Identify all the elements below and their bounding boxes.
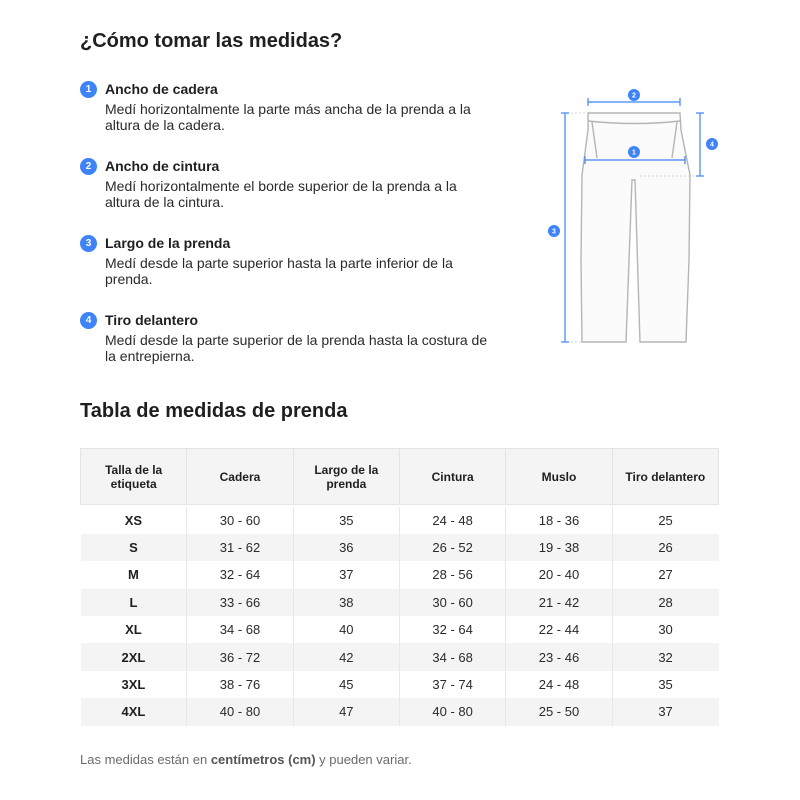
column-header: Largo de la prenda [293,449,399,505]
column-header: Cadera [187,449,293,505]
step-title: Ancho de cadera [105,81,218,97]
size-label-cell: S [81,534,187,561]
page-title: ¿Cómo tomar las medidas? [80,30,343,52]
measurement-cell: 26 [612,534,718,561]
table-header-row [81,449,719,505]
marker-3-label: 3 [552,228,556,236]
measurement-cell: 40 [293,616,399,643]
step-hip-width [80,80,490,157]
measurement-cell: 20 - 40 [506,561,612,588]
measurement-cell: 32 - 64 [399,616,505,643]
size-label-cell: L [81,589,187,616]
footnote-suffix: y pueden variar. [315,752,412,767]
measurement-cell: 33 - 66 [187,589,293,616]
column-header: Talla de la etiqueta [81,449,187,505]
step-waist-width [80,157,490,234]
table-row [81,561,719,588]
footnote-prefix: Las medidas están en [80,752,211,767]
measurement-cell: 28 - 56 [399,561,505,588]
measurement-cell: 23 - 46 [506,643,612,670]
measurement-cell: 38 [293,589,399,616]
measurement-cell: 18 - 36 [506,507,612,534]
measurement-cell: 24 - 48 [399,507,505,534]
measurement-cell: 40 - 80 [187,698,293,725]
size-label-cell: 2XL [81,643,187,670]
measurement-cell: 21 - 42 [506,589,612,616]
measurement-cell: 30 - 60 [399,589,505,616]
marker-1-label: 1 [632,149,636,157]
size-label-cell: XS [81,507,187,534]
size-label-cell: 4XL [81,698,187,725]
measurement-cell: 31 - 62 [187,534,293,561]
step-description: Medí desde la parte superior de la prenda hasta la costura de la entrepierna. [105,332,488,364]
table-row [81,534,719,561]
column-header: Muslo [506,449,612,505]
measurement-cell: 37 - 74 [399,671,505,698]
footnote [80,752,412,767]
measurement-cell: 32 - 64 [187,561,293,588]
marker-2-label: 2 [632,92,636,100]
measurement-cell: 45 [293,671,399,698]
step-number-badge: 1 [80,81,97,98]
step-description: Medí horizontalmente el borde superior de la prenda a la altura de la cintura. [105,178,457,210]
length-measure-line [561,113,569,342]
column-header: Tiro delantero [612,449,718,505]
step-description: Medí desde la parte superior hasta la parte inferior de la prenda. [105,255,453,287]
measurement-cell: 28 [612,589,718,616]
pants-measurement-diagram [540,80,730,360]
size-label-cell: M [81,561,187,588]
table-row [81,671,719,698]
size-chart-table [80,448,719,726]
measurement-cell: 30 [612,616,718,643]
measurement-cell: 42 [293,643,399,670]
table-title: Tabla de medidas de prenda [80,400,348,422]
measurement-cell: 35 [612,671,718,698]
footnote-unit: centímetros (cm) [210,752,316,767]
measurement-cell: 40 - 80 [399,698,505,725]
table-row [81,507,719,534]
measurement-cell: 25 [612,507,718,534]
step-title: Tiro delantero [105,312,199,328]
measurement-cell: 34 - 68 [187,616,293,643]
pants-illustration [540,80,730,360]
step-front-rise [80,311,490,388]
size-label-cell: XL [81,616,187,643]
measurement-cell: 25 - 50 [506,698,612,725]
measurement-cell: 37 [612,698,718,725]
measurement-cell: 24 - 48 [506,671,612,698]
table-row [81,616,719,643]
step-number-badge: 4 [80,312,97,329]
table-row [81,589,719,616]
table-row [81,643,719,670]
measurement-cell: 19 - 38 [506,534,612,561]
table-row [81,698,719,725]
step-title: Ancho de cintura [105,158,220,174]
measurement-cell: 32 [612,643,718,670]
column-header: Cintura [399,449,505,505]
measurement-cell: 35 [293,507,399,534]
marker-4-label: 4 [710,141,714,149]
step-number-badge: 2 [80,158,97,175]
measurement-cell: 26 - 52 [399,534,505,561]
size-label-cell: 3XL [81,671,187,698]
measurement-cell: 27 [612,561,718,588]
step-number-badge: 3 [80,235,97,252]
step-title: Largo de la prenda [105,235,231,251]
measurement-cell: 38 - 76 [187,671,293,698]
measurement-cell: 22 - 44 [506,616,612,643]
measurement-cell: 37 [293,561,399,588]
measurement-cell: 36 [293,534,399,561]
rise-measure-line [696,113,704,176]
step-garment-length [80,234,490,311]
measurement-cell: 30 - 60 [187,507,293,534]
measurement-cell: 47 [293,698,399,725]
measurement-cell: 34 - 68 [399,643,505,670]
measurement-steps [80,80,490,388]
measurement-cell: 36 - 72 [187,643,293,670]
step-description: Medí horizontalmente la parte más ancha de la prenda a la altura de la cadera. [105,101,471,133]
